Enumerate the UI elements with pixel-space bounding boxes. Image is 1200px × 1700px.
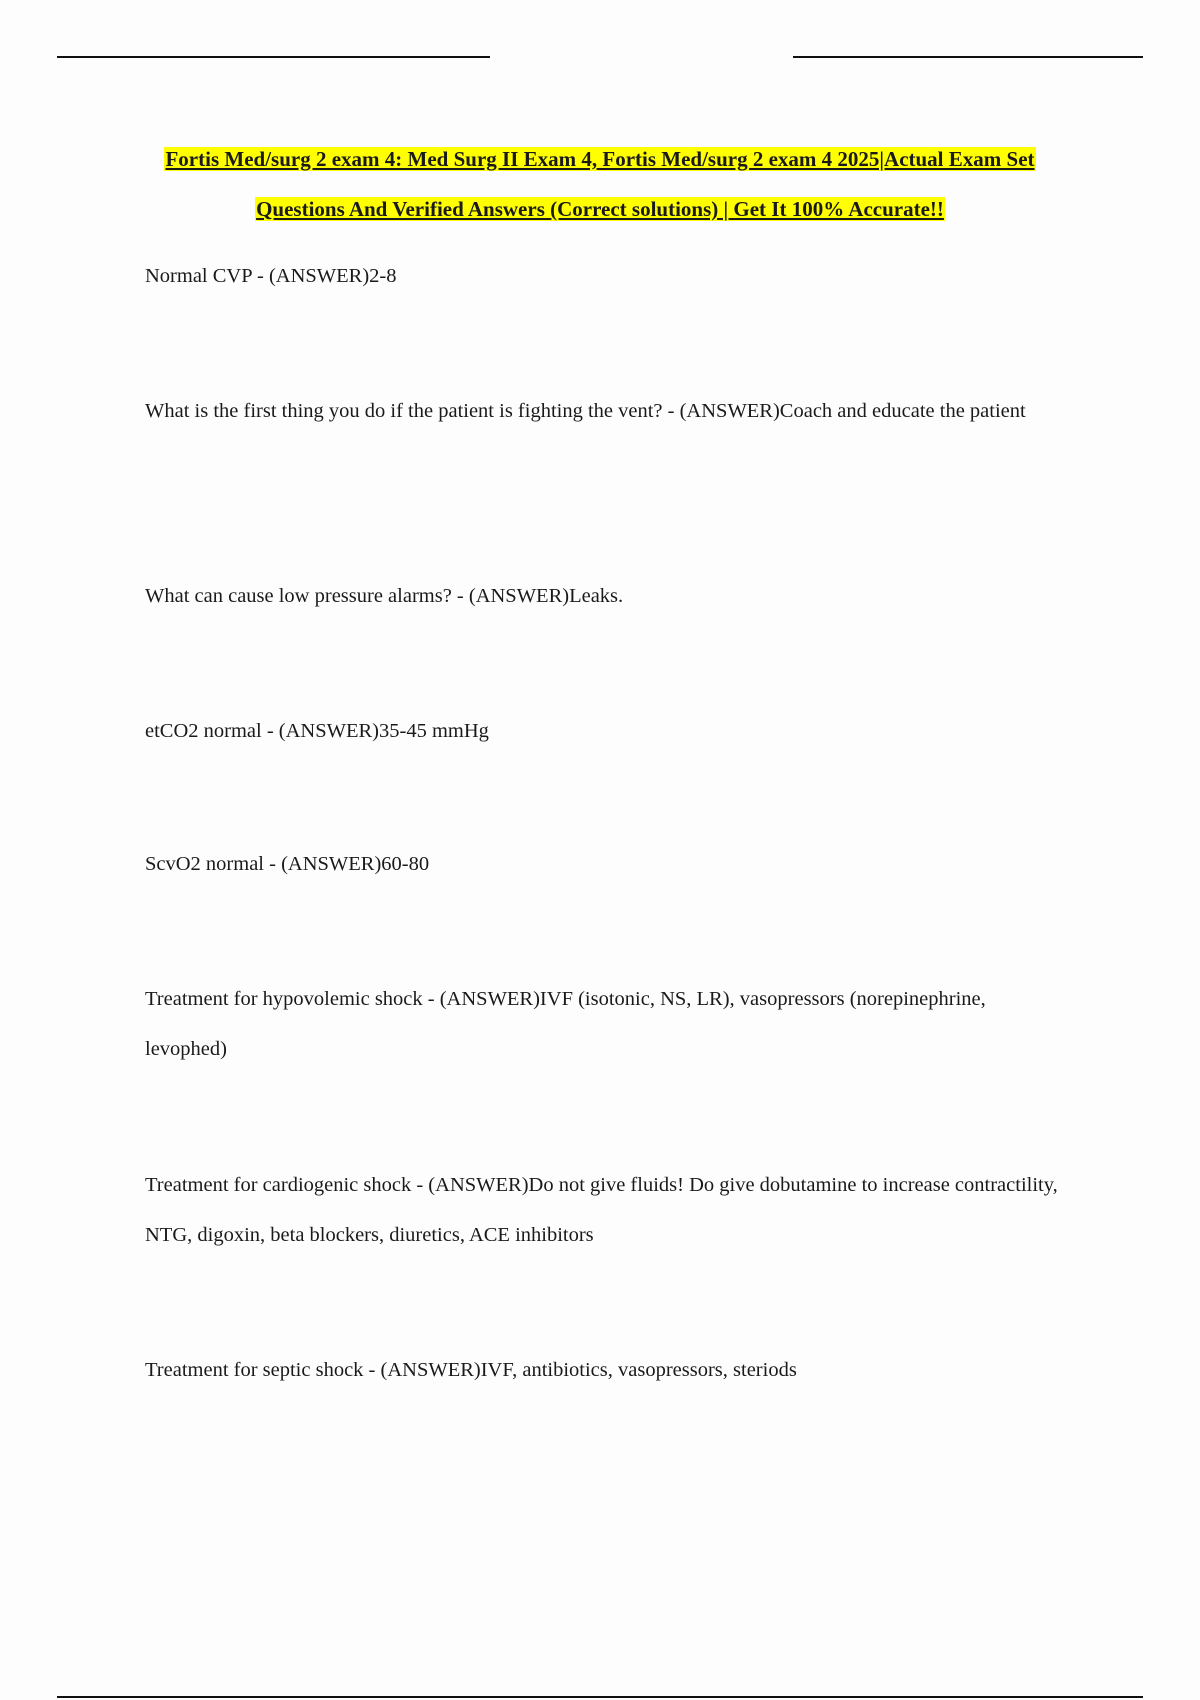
document-title — [0, 145, 1200, 173]
header-rule-right — [793, 56, 1143, 58]
document-subtitle — [0, 195, 1200, 223]
qa-entry: Treatment for hypovolemic shock - (ANSWER)IVF (isotonic, NS, LR), vasopressors (norepinephrine, levophed) — [145, 988, 986, 1060]
qa-entry: Treatment for septic shock - (ANSWER)IVF, antibiotics, vasopressors, steriods — [145, 1359, 797, 1381]
qa-entry: ScvO2 normal - (ANSWER)60-80 — [145, 853, 430, 875]
header-rule-left — [57, 56, 490, 58]
qa-entry: What can cause low pressure alarms? - (ANSWER)Leaks. — [145, 585, 624, 607]
document-title-line-2: Questions And Verified Answers (Correct solutions) | Get It 100% Accurate!! — [256, 197, 944, 221]
document-title-line-1: Fortis Med/surg 2 exam 4: Med Surg II Exam 4, Fortis Med/surg 2 exam 4 2025|Actual Exam Set — [165, 147, 1035, 171]
qa-entry: Normal CVP - (ANSWER)2-8 — [145, 265, 397, 287]
qa-entry: What is the first thing you do if the patient is fighting the vent? - (ANSWER)Coach and educate the patient — [145, 400, 1026, 422]
footer-rule — [57, 1696, 1143, 1698]
qa-entry: Treatment for cardiogenic shock - (ANSWER)Do not give fluids! Do give dobutamine to increase contractility, NTG, digoxin, beta blockers, diuretics, ACE inhibitors — [145, 1174, 1058, 1246]
qa-entry: etCO2 normal - (ANSWER)35-45 mmHg — [145, 720, 489, 742]
